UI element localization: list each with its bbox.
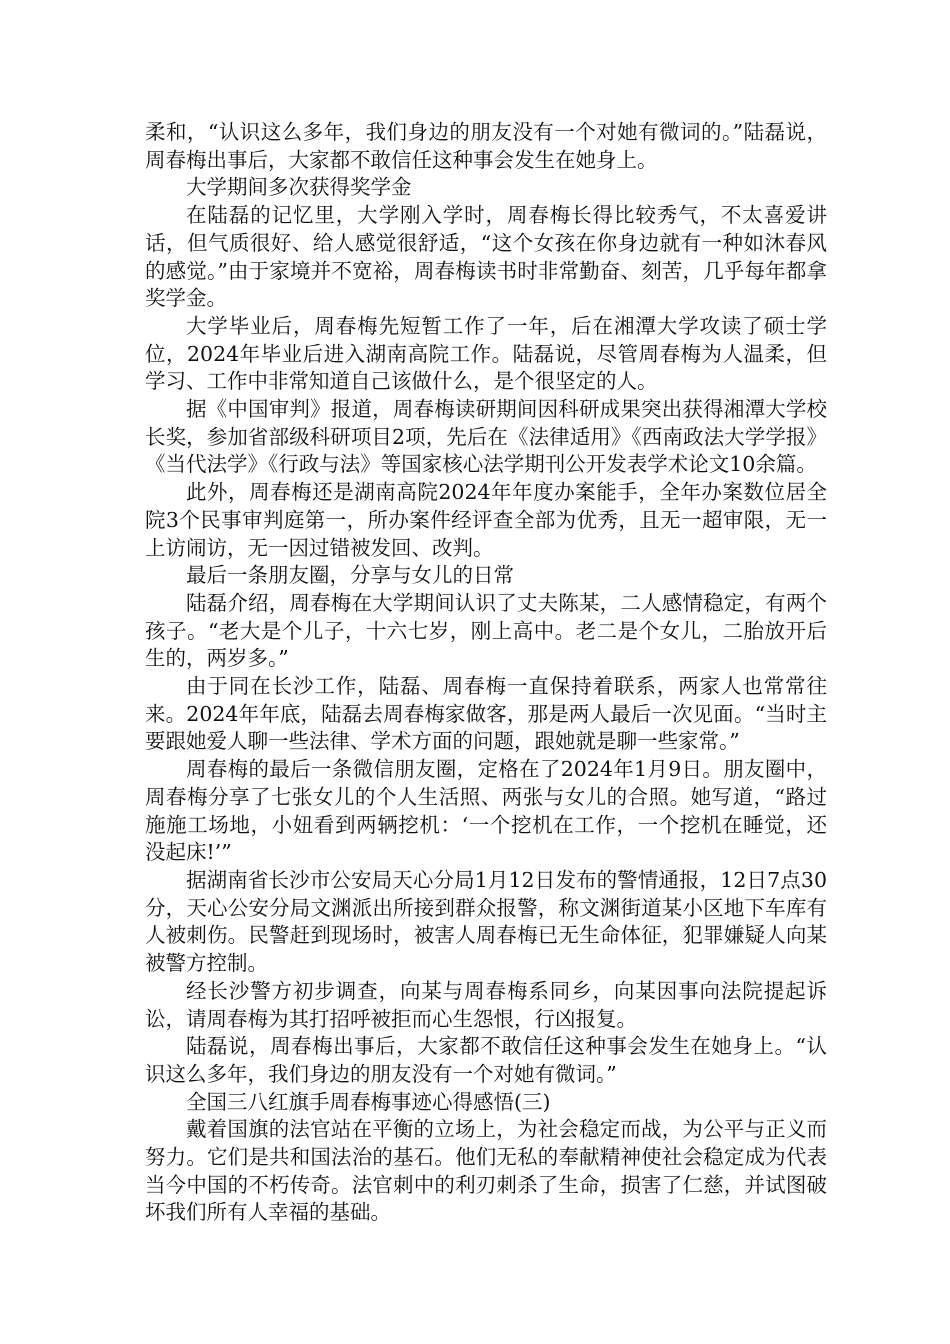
paragraph: 据《中国审判》报道，周春梅读研期间因科研成果突出获得湘潭大学校长奖，参加省部级科研项目2项，先后在《法律适用》《西南政法大学学报》《当代法学》《行政与法》等国家核心法学期刊公开发表学术论文10余篇。 <box>145 397 827 477</box>
section-heading-moments: 最后一条朋友圈，分享与女儿的日常 <box>186 563 514 588</box>
paragraph: 在陆磊的记忆里，大学刚入学时，周春梅长得比较秀气，不太喜爱讲话，但气质很好、给人感觉很舒适，“这个女孩在你身边就有一种如沐春风的感觉。”由于家境并不宽裕，周春梅读书时非常勤奋、刻苦，几乎每年都拿奖学金。 <box>145 203 827 311</box>
paragraph: 周春梅的最后一条微信朋友圈，定格在了2024年1月9日。朋友圈中，周春梅分享了七张女儿的个人生活照、两张与女儿的合照。她写道，“路过施施工场地，小妞看到两辆挖机：‘一个挖机在工作，一个挖机在睡觉，还没起床!’” <box>145 757 827 865</box>
paragraph: 大学毕业后，周春梅先短暂工作了一年，后在湘潭大学攻读了硕士学位，2024年毕业后进入湖南高院工作。陆磊说，尽管周春梅为人温柔，但学习、工作中非常知道自己该做什么，是个很坚定的人。 <box>145 313 827 394</box>
paragraph: 陆磊说，周春梅出事后，大家都不敢信任这种事会发生在她身上。“认识这么多年，我们身边的朋友没有一个对她有微词。” <box>145 1034 827 1086</box>
paragraph-continuation: 柔和，“认识这么多年，我们身边的朋友没有一个对她有微词的。”陆磊说，周春梅出事后，大家都不敢信任这种事会发生在她身上。 <box>145 120 827 172</box>
paragraph: 经长沙警方初步调查，向某与周春梅系同乡，向某因事向法院提起诉讼，请周春梅为其打招呼被拒而心生怨恨，行凶报复。 <box>145 978 827 1031</box>
paragraph: 此外，周春梅还是湖南高院2024年年度办案能手，全年办案数位居全院3个民事审判庭第一，所办案件经评查全部为优秀，且无一超审限，无一上访闹访，无一因过错被发回、改判。 <box>145 480 827 560</box>
section-heading-scholarship: 大学期间多次获得奖学金 <box>186 175 412 200</box>
paragraph: 由于同在长沙工作，陆磊、周春梅一直保持着联系，两家人也常常往来。2024年年底，陆磊去周春梅家做客，那是两人最后一次见面。“当时主要跟她爱人聊一些法律、学术方面的问题，跟她就是聊一些家常。” <box>145 674 827 754</box>
paragraph: 陆磊介绍，周春梅在大学期间认识了丈夫陈某，二人感情稳定，有两个孩子。“老大是个儿子，十六七岁，刚上高中。老二是个女儿，二胎放开后生的，两岁多。” <box>145 590 827 671</box>
document-body <box>145 119 827 1227</box>
paragraph: 戴着国旗的法官站在平衡的立场上，为社会稳定而战，为公平与正义而努力。它们是共和国法治的基石。他们无私的奉献精神使社会稳定成为代表当今中国的不朽传奇。法官刺中的利刃刺杀了生命，损害了仁慈，并试图破坏我们所有人幸福的基础。 <box>145 1117 827 1225</box>
paragraph: 据湖南省长沙市公安局天心分局1月12日发布的警情通报，12日7点30分，天心公安分局文渊派出所接到群众报警，称文渊街道某小区地下车库有人被刺伤。民警赶到现场时，被害人周春梅已无生命体征，犯罪嫌疑人向某被警方控制。 <box>145 867 827 976</box>
section-heading-reflection: 全国三八红旗手周春梅事迹心得感悟(三) <box>186 1089 551 1114</box>
